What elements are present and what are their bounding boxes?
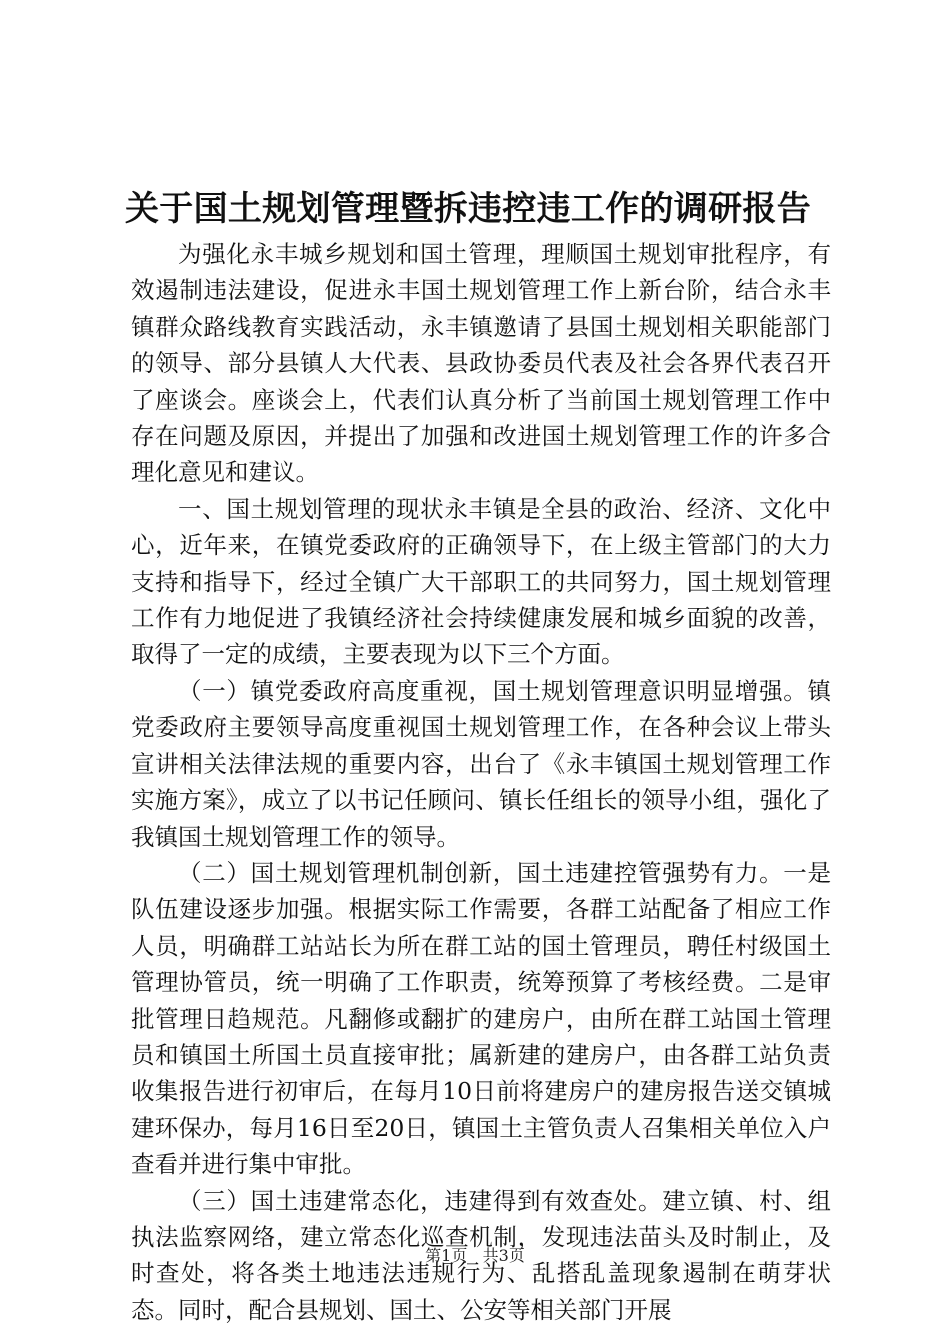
document-body [131,236,831,1328]
paragraph-section-1: 一、国土规划管理的现状永丰镇是全县的政治、经济、文化中心，近年来，在镇党委政府的正确领导下，在上级主管部门的大力支持和指导下，经过全镇广大干部职工的共同努力，国土规划管理工作有力地促进了我镇经济社会持续健康发展和城乡面貌的改善，取得了一定的成绩，主要表现为以下三个方面。 [131,494,831,669]
paragraph-subsection-1: （一）镇党委政府高度重视，国土规划管理意识明显增强。镇党委政府主要领导高度重视国土规划管理工作，在各种会议上带头宣讲相关法律法规的重要内容，出台了《永丰镇国土规划管理工作实施方案》，成立了以书记任顾问、镇长任组长的领导小组，强化了我镇国土规划管理工作的领导。 [131,676,831,851]
page-number-total: 共3页 [482,1246,525,1265]
page-footer [0,1244,950,1268]
paragraph-subsection-3: （三）国土违建常态化，违建得到有效查处。建立镇、村、组执法监察网络，建立常态化巡查机制，发现违法苗头及时制止，及时查处，将各类土地违法违规行为、乱搭乱盖现象遏制在萌芽状态。同时，配合县规划、国土、公安等相关部门开展 [131,1186,831,1324]
paragraph-subsection-2: （二）国土规划管理机制创新，国土违建控管强势有力。一是队伍建设逐步加强。根据实际工作需要，各群工站配备了相应工作人员，明确群工站站长为所在群工站的国土管理员，聘任村级国土管理协管员，统一明确了工作职责，统筹预算了考核经费。二是审批管理日趋规范。凡翻修或翻扩的建房户，由所在群工站国土管理员和镇国土所国土员直接审批；属新建的建房户，由各群工站负责收集报告进行初审后，在每月10日前将建房户的建房报告送交镇城建环保办，每月16日至20日，镇国土主管负责人召集相关单位入户查看并进行集中审批。 [131,858,831,1179]
paragraph-intro: 为强化永丰城乡规划和国土管理，理顺国土规划审批程序，有效遏制违法建设，促进永丰国土规划管理工作上新台阶，结合永丰镇群众路线教育实践活动，永丰镇邀请了县国土规划相关职能部门的领导、部分县镇人大代表、县政协委员代表及社会各界代表召开了座谈会。座谈会上，代表们认真分析了当前国土规划管理工作中存在问题及原因，并提出了加强和改进国土规划管理工作的许多合理化意见和建议。 [131,240,831,487]
document-title: 关于国土规划管理暨拆违控违工作的调研报告 [125,189,811,229]
page-number-current: 第1页 [425,1246,468,1265]
footer-separator [472,1246,477,1265]
